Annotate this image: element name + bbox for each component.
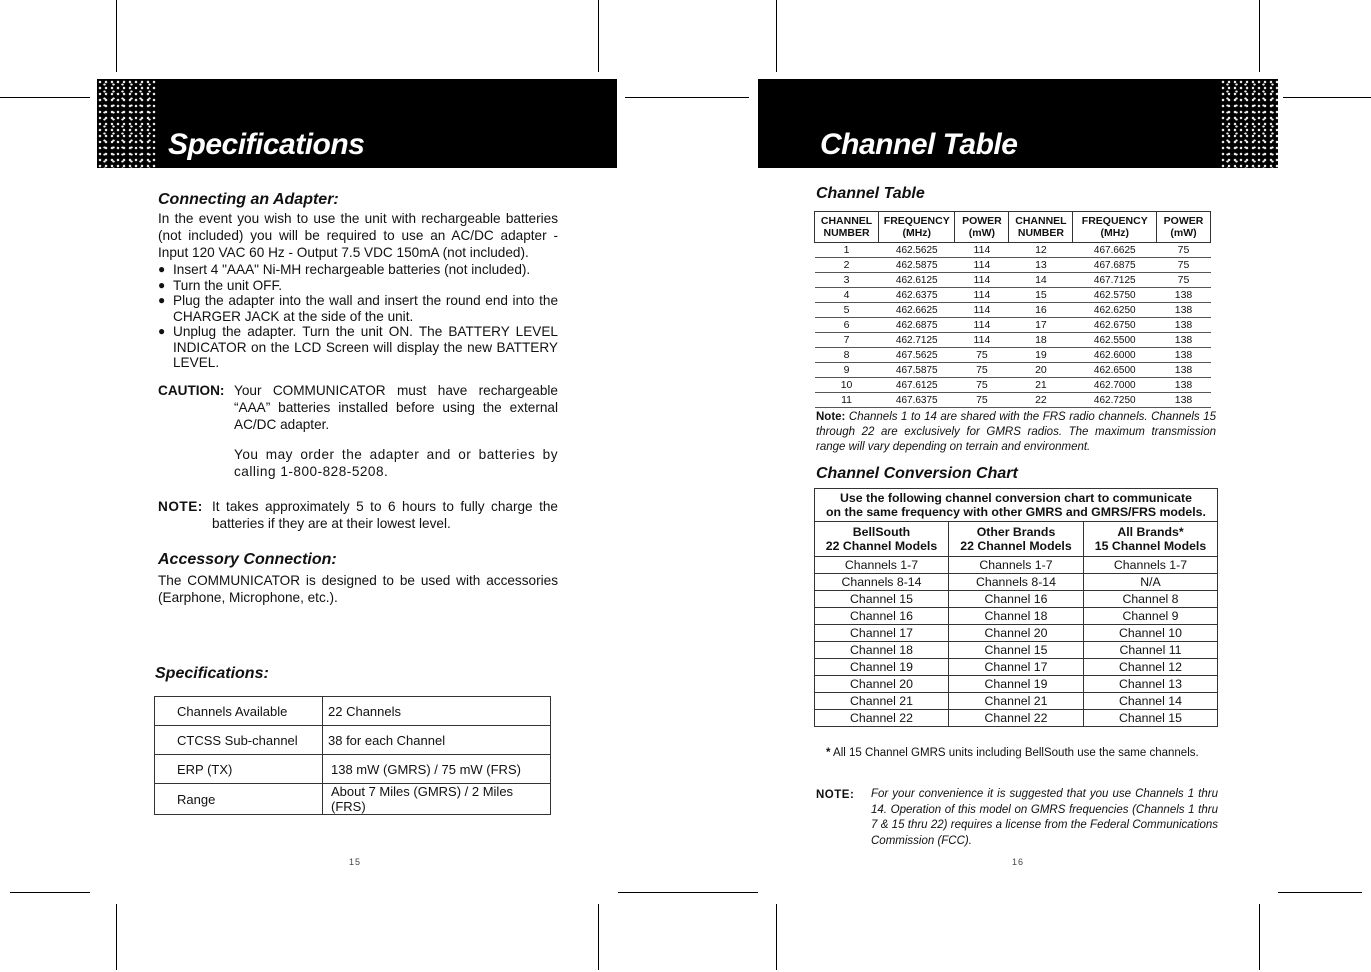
list-item: ● Insert 4 "AAA" Ni-MH rechargeable batteries (not included). (158, 262, 558, 278)
col-header: CHANNEL NUMBER (1009, 212, 1073, 243)
table-cell: 3 (815, 273, 879, 288)
conversion-intro: Use the following channel conversion chart to communicate on the same frequency with other GMRS and GMRS/FRS models. (815, 489, 1218, 522)
table-cell: 114 (955, 243, 1009, 258)
table-cell: 11 (815, 393, 879, 408)
col-header: FREQUENCY (MHz) (879, 212, 955, 243)
col-header: Other Brands 22 Channel Models (949, 522, 1084, 557)
table-cell: 462.6375 (879, 288, 955, 303)
table-cell: 462.7125 (879, 333, 955, 348)
table-cell: 21 (1009, 378, 1073, 393)
table-row (155, 755, 551, 784)
table-row (815, 608, 1218, 625)
table-cell: Channel 13 (1084, 676, 1218, 693)
table-cell: Channel 18 (949, 608, 1084, 625)
table-cell: 1 (815, 243, 879, 258)
table-cell: 462.6875 (879, 318, 955, 333)
table-row (815, 288, 1211, 303)
charge-note-text: It takes approximately 5 to 6 hours to fully charge the batteries if they are at their lowest level. (212, 499, 558, 531)
order-text: You may order the adapter and or batteries by calling 1-800-828-5208. (234, 447, 558, 479)
table-cell: 467.6625 (1073, 243, 1157, 258)
crop-mark (618, 892, 758, 893)
table-cell: 75 (955, 363, 1009, 378)
table-row (815, 574, 1218, 591)
table-cell: Channels 1-7 (815, 557, 949, 574)
table-cell: 467.6375 (879, 393, 955, 408)
table-cell: 138 (1157, 363, 1211, 378)
table-cell: Channel 15 (815, 591, 949, 608)
table-cell: 22 (1009, 393, 1073, 408)
table-cell: 12 (1009, 243, 1073, 258)
table-cell: 462.7000 (1073, 378, 1157, 393)
channel-table (814, 211, 1211, 408)
table-cell: 75 (1157, 258, 1211, 273)
table-cell: 138 (1157, 288, 1211, 303)
table-cell: Channel 18 (815, 642, 949, 659)
table-cell: Channels 8-14 (815, 574, 949, 591)
right-banner (758, 79, 1278, 168)
table-cell: 138 (1157, 333, 1211, 348)
table-cell: 19 (1009, 348, 1073, 363)
table-row (815, 378, 1211, 393)
spec-label: ERP (TX) (155, 755, 323, 784)
table-row (815, 710, 1218, 727)
channel-table-heading: Channel Table (816, 185, 925, 202)
table-cell: 462.6000 (1073, 348, 1157, 363)
crop-mark (1259, 0, 1260, 72)
table-row (155, 726, 551, 755)
license-note-label: NOTE: (816, 789, 855, 801)
conversion-heading: Channel Conversion Chart (816, 465, 1018, 482)
accessory-heading: Accessory Connection: (158, 551, 337, 568)
crop-mark (116, 904, 117, 970)
col-header: CHANNEL NUMBER (815, 212, 879, 243)
table-row (155, 784, 551, 815)
table-cell: Channel 20 (815, 676, 949, 693)
table-cell: 4 (815, 288, 879, 303)
table-cell: Channel 20 (949, 625, 1084, 642)
table-cell: Channel 17 (815, 625, 949, 642)
table-cell: 20 (1009, 363, 1073, 378)
table-row (815, 693, 1218, 710)
crop-mark (0, 97, 90, 98)
table-cell: 9 (815, 363, 879, 378)
col-header: BellSouth 22 Channel Models (815, 522, 949, 557)
table-row (815, 659, 1218, 676)
table-row (815, 591, 1218, 608)
table-header-row (815, 212, 1211, 243)
crop-mark (1259, 904, 1260, 970)
right-banner-title: Channel Table (820, 128, 1018, 161)
table-row (815, 363, 1211, 378)
table-row (815, 625, 1218, 642)
table-cell: 462.6625 (879, 303, 955, 318)
table-row (815, 393, 1211, 408)
table-cell: 138 (1157, 348, 1211, 363)
table-cell: Channel 22 (949, 710, 1084, 727)
table-cell: 6 (815, 318, 879, 333)
table-cell: Channel 15 (1084, 710, 1218, 727)
table-cell: Channel 11 (1084, 642, 1218, 659)
crop-mark (116, 0, 117, 72)
table-cell: 467.7125 (1073, 273, 1157, 288)
table-cell: 462.5500 (1073, 333, 1157, 348)
table-cell: 114 (955, 288, 1009, 303)
table-cell: 114 (955, 273, 1009, 288)
table-cell: 75 (955, 393, 1009, 408)
table-cell: Channel 16 (815, 608, 949, 625)
col-header: POWER (mW) (1157, 212, 1211, 243)
page-number: 15 (349, 857, 362, 867)
table-cell: Channel 21 (815, 693, 949, 710)
crop-mark (776, 0, 777, 72)
table-cell: 462.5750 (1073, 288, 1157, 303)
spec-label: Range (155, 784, 323, 815)
table-cell: 15 (1009, 288, 1073, 303)
table-cell: 13 (1009, 258, 1073, 273)
spec-value: 22 Channels (323, 697, 551, 726)
table-cell: 10 (815, 378, 879, 393)
caution-label: CAUTION: (158, 383, 225, 398)
list-item: ● Plug the adapter into the wall and insert the round end into the CHARGER JACK at the side of the unit. (158, 293, 558, 324)
table-cell: Channel 15 (949, 642, 1084, 659)
table-cell: 467.5875 (879, 363, 955, 378)
table-row (815, 318, 1211, 333)
crop-mark (10, 892, 90, 893)
table-cell: 467.5625 (879, 348, 955, 363)
table-cell: 5 (815, 303, 879, 318)
table-row (815, 557, 1218, 574)
crop-mark (1283, 97, 1371, 98)
adapter-heading: Connecting an Adapter: (158, 191, 339, 208)
table-row (815, 303, 1211, 318)
adapter-intro: In the event you wish to use the unit with rechargeable batteries (not included) you will be required to use an AC/DC adapter - Input 120 VAC 60 Hz - Output 7.5 VDC 150mA (not included). (158, 211, 558, 260)
table-cell: 18 (1009, 333, 1073, 348)
table-row (815, 642, 1218, 659)
spec-value: About 7 Miles (GMRS) / 2 Miles (FRS) (323, 784, 551, 815)
table-cell: 138 (1157, 378, 1211, 393)
spec-value: 38 for each Channel (323, 726, 551, 755)
table-header-row (815, 522, 1218, 557)
table-cell: 114 (955, 318, 1009, 333)
spec-label: Channels Available (155, 697, 323, 726)
table-cell: 16 (1009, 303, 1073, 318)
table-row (155, 697, 551, 726)
crop-mark (598, 0, 599, 72)
table-cell: Channels 1-7 (1084, 557, 1218, 574)
table-cell: Channel 21 (949, 693, 1084, 710)
table-cell: 138 (1157, 393, 1211, 408)
spec-value: 138 mW (GMRS) / 75 mW (FRS) (323, 755, 551, 784)
table-row (815, 258, 1211, 273)
conversion-footnote: * All 15 Channel GMRS units including BellSouth use the same channels. (826, 747, 1199, 759)
caution-text: Your COMMUNICATOR must have rechargeable “AAA” batteries installed before using the external AC/DC adapter. (234, 383, 558, 432)
charge-note-label: NOTE: (158, 499, 203, 514)
halftone-pattern (97, 79, 157, 168)
table-cell: 17 (1009, 318, 1073, 333)
license-note-text: For your convenience it is suggested that you use Channels 1 thru 14. Operation of this model on GMRS frequencies (Channels 1 thru 7 & 15 thru 22) requires a license from the Federal Communications Commission (FCC). (871, 788, 1218, 847)
channel-note: Note: Channels 1 to 14 are shared with the FRS radio channels. Channels 15 through 22 are exclusively for GMRS radios. The maximum transmission range will vary depending on terrain and environment. (816, 411, 1216, 453)
table-cell: Channels 8-14 (949, 574, 1084, 591)
table-cell: Channels 1-7 (949, 557, 1084, 574)
table-row (815, 243, 1211, 258)
table-cell: Channel 14 (1084, 693, 1218, 710)
table-cell: 462.6750 (1073, 318, 1157, 333)
crop-mark (1278, 892, 1362, 893)
crop-mark (625, 97, 749, 98)
list-item: ● Unplug the adapter. Turn the unit ON. The BATTERY LEVEL INDICATOR on the LCD Screen will display the new BATTERY LEVEL. (158, 324, 558, 371)
halftone-pattern (1220, 79, 1280, 168)
table-cell: Channel 9 (1084, 608, 1218, 625)
table-cell: 14 (1009, 273, 1073, 288)
col-header: POWER (mW) (955, 212, 1009, 243)
table-cell: 462.5875 (879, 258, 955, 273)
col-header: All Brands* 15 Channel Models (1084, 522, 1218, 557)
table-cell: Channel 19 (949, 676, 1084, 693)
table-cell: 462.5625 (879, 243, 955, 258)
table-cell: 75 (955, 378, 1009, 393)
table-cell: 75 (955, 348, 1009, 363)
list-item: ● Turn the unit OFF. (158, 278, 558, 294)
table-cell: 467.6875 (1073, 258, 1157, 273)
table-row (815, 489, 1218, 522)
conversion-table (814, 488, 1218, 727)
table-cell: 114 (955, 303, 1009, 318)
table-cell: Channel 16 (949, 591, 1084, 608)
crop-mark (598, 904, 599, 970)
table-cell: Channel 8 (1084, 591, 1218, 608)
page-number: 16 (1012, 857, 1025, 867)
table-cell: 467.6125 (879, 378, 955, 393)
left-banner-title: Specifications (168, 128, 365, 161)
table-cell: 462.7250 (1073, 393, 1157, 408)
table-cell: 138 (1157, 303, 1211, 318)
table-cell: 114 (955, 258, 1009, 273)
table-cell: 114 (955, 333, 1009, 348)
table-cell: 462.6250 (1073, 303, 1157, 318)
crop-mark (776, 904, 777, 970)
accessory-text: The COMMUNICATOR is designed to be used with accessories (Earphone, Microphone, etc.). (158, 573, 558, 605)
table-row (815, 676, 1218, 693)
table-cell: 462.6500 (1073, 363, 1157, 378)
table-cell: Channel 17 (949, 659, 1084, 676)
table-row (815, 348, 1211, 363)
table-cell: 75 (1157, 243, 1211, 258)
specifications-heading: Specifications: (155, 665, 269, 682)
specifications-table (154, 696, 551, 815)
table-cell: 138 (1157, 318, 1211, 333)
table-row (815, 333, 1211, 348)
table-cell: 75 (1157, 273, 1211, 288)
spec-label: CTCSS Sub-channel (155, 726, 323, 755)
table-row (815, 273, 1211, 288)
table-cell: 8 (815, 348, 879, 363)
table-cell: Channel 10 (1084, 625, 1218, 642)
adapter-steps (158, 262, 558, 371)
table-cell: 462.6125 (879, 273, 955, 288)
table-cell: 7 (815, 333, 879, 348)
col-header: FREQUENCY (MHz) (1073, 212, 1157, 243)
table-cell: N/A (1084, 574, 1218, 591)
table-cell: Channel 22 (815, 710, 949, 727)
table-cell: 2 (815, 258, 879, 273)
table-cell: Channel 12 (1084, 659, 1218, 676)
left-banner (97, 79, 617, 168)
table-cell: Channel 19 (815, 659, 949, 676)
